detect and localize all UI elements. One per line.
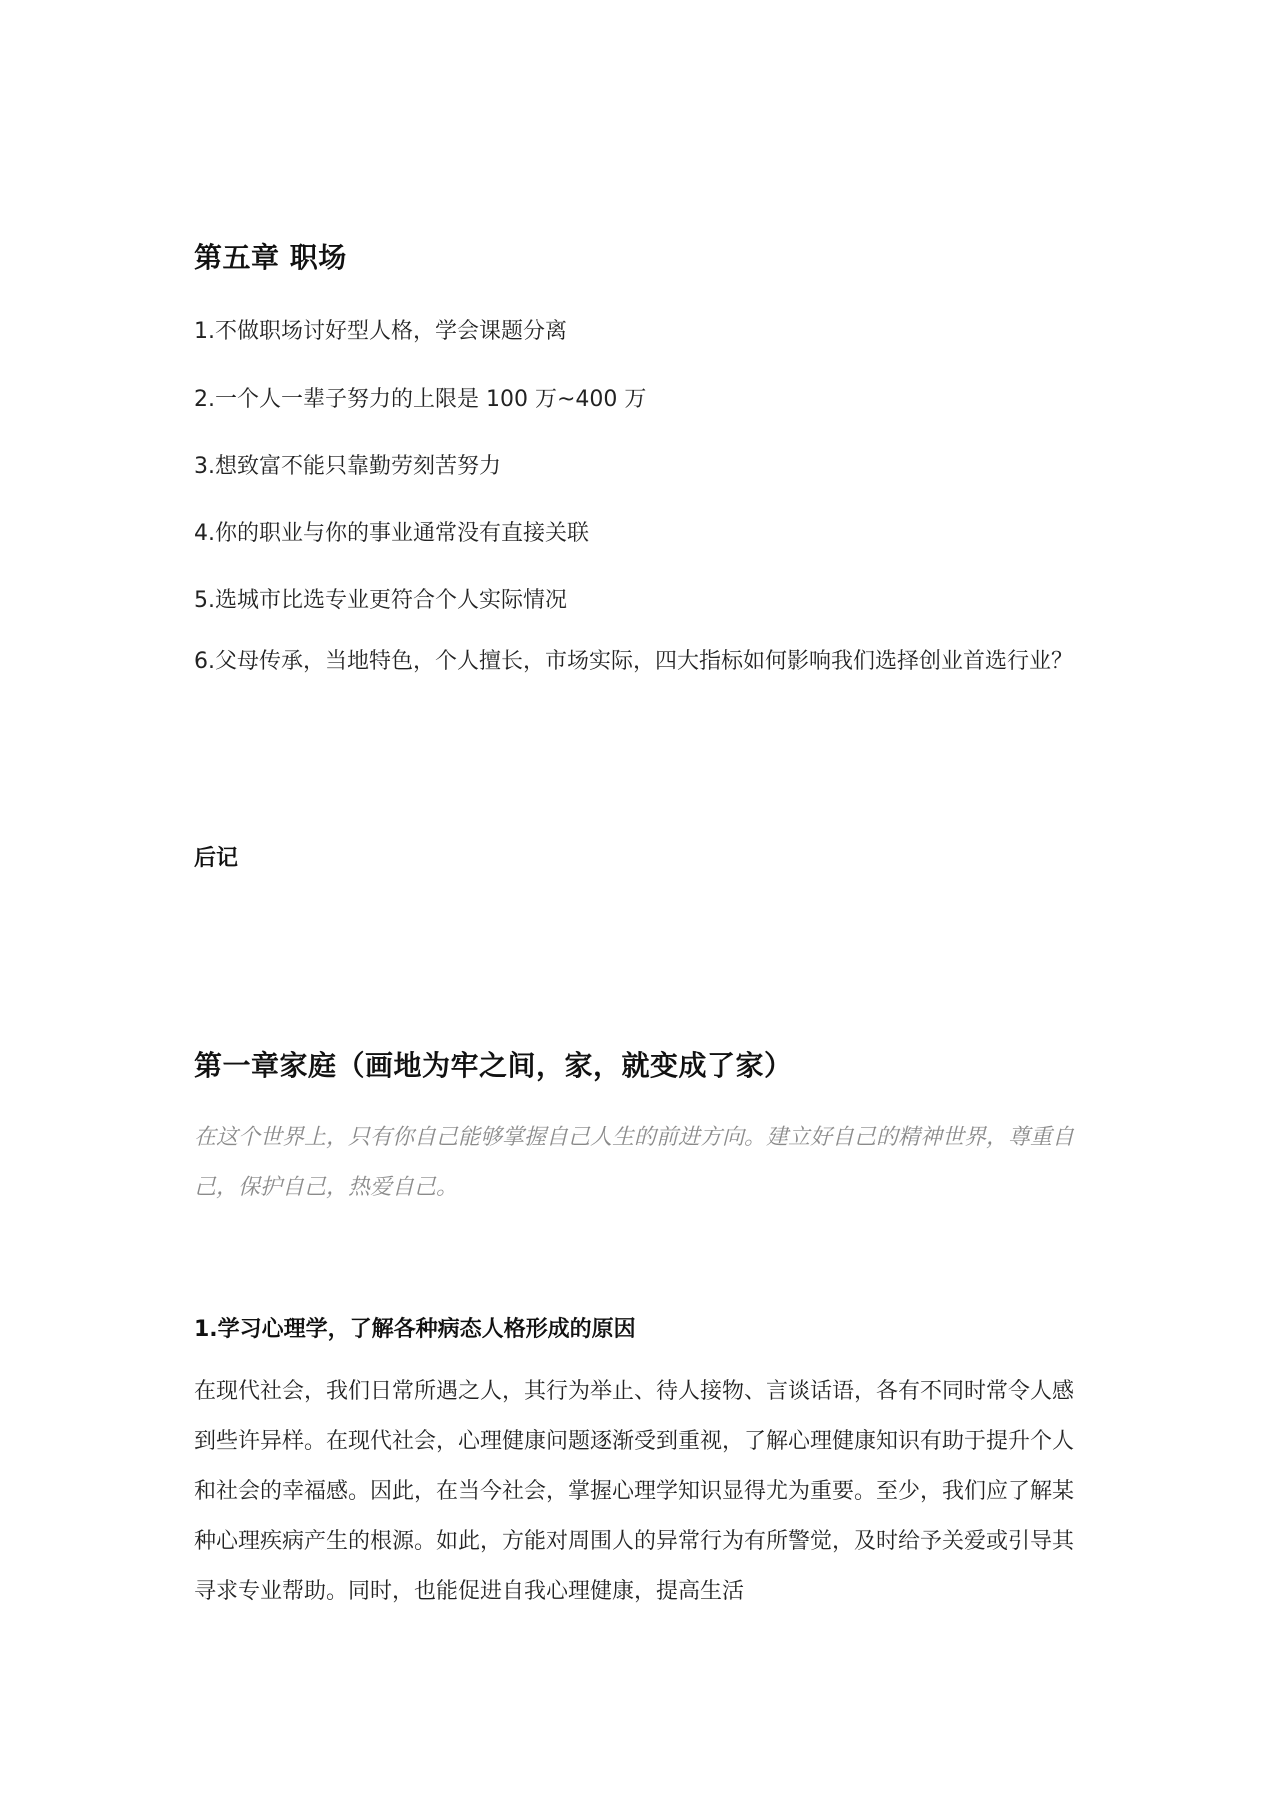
chapter5-item-3: 3.想致富不能只靠勤劳刻苦努力 — [194, 454, 501, 479]
document-page — [194, 0, 1094, 1800]
chapter5-item-2: 2.一个人一辈子努力的上限是 100 万~400 万 — [194, 387, 647, 412]
chapter5-item-5: 5.选城市比选专业更符合个人实际情况 — [194, 588, 567, 613]
afterword-title: 后记 — [194, 846, 239, 871]
section-title: 1.学习心理学，了解各种病态人格形成的原因 — [194, 1317, 636, 1342]
chapter5-item-4: 4.你的职业与你的事业通常没有直接关联 — [194, 521, 589, 546]
chapter1-title: 第一章家庭（画地为牢之间，家，就变成了家） — [194, 1049, 793, 1082]
chapter5-title: 第五章 职场 — [194, 241, 347, 274]
chapter5-item-6: 6.父母传承，当地特色，个人擅长，市场实际，四大指标如何影响我们选择创业首选行业？ — [194, 649, 1073, 674]
section-paragraph: 在现代社会，我们日常所遇之人，其行为举止、待人接物、言谈话语，各有不同时常令人感到些许异样。在现代社会，心理健康问题逐渐受到重视，了解心理健康知识有助于提升个人和社会的幸福感。因此，在当今社会，掌握心理学知识显得尤为重要。至少，我们应了解某种心理疾病产生的根源。如此，方能对周围人的异常行为有所警觉，及时给予关爱或引导其寻求专业帮助。同时，也能促进自我心理健康，提高生活 — [194, 1379, 1075, 1604]
chapter1-quote: 在这个世界上，只有你自己能够掌握自己人生的前进方向。建立好自己的精神世界，尊重自己，保护自己，热爱自己。 — [194, 1125, 1075, 1200]
chapter5-item-1: 1.不做职场讨好型人格，学会课题分离 — [194, 319, 567, 344]
